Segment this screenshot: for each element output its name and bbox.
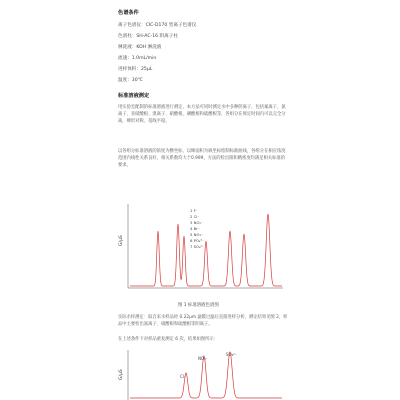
paragraph-sample-2: 在上述条件下对样品重复测定 6 次，结果如图所示： (118, 337, 218, 342)
legend-entry: 1 F⁻ (190, 208, 198, 213)
chromatogram-figure-1 (118, 196, 288, 298)
peak-label-so4: SO₄²⁻ (226, 352, 238, 357)
condition-row-column: 色谱柱：SH-AC-16 阴离子柱 (118, 34, 178, 39)
paragraph-standards-1: 用实验室配制的标准溶液进行测定，本方法可同时测定水中多种阴离子，包括氟离子、氯离子、亚硝酸根、溴离子、硝酸根、磷酸根和硫酸根等，各组分在规定时间内可以完全分离，峰形对称，基线平稳。 (118, 105, 286, 125)
chromatogram-figure-2 (118, 348, 288, 400)
legend-entry: 6 PO₄³⁻ (190, 238, 204, 243)
condition-row-volume: 进样体积：25μL (118, 67, 153, 72)
legend-entry: 3 NO₂⁻ (190, 220, 203, 225)
legend-entry: 5 NO₃⁻ (190, 232, 203, 237)
section-title-conditions: 色谱条件 (118, 10, 139, 16)
paragraph-sample-1: 实际水样测定：取自来水样品经 0.22μm 滤膜过滤后直接进样分析，测定结果见图 2，样品中主要检出氯离子、硝酸根和硫酸根等阴离子。 (118, 315, 288, 328)
condition-row-temp: 温度：30℃ (118, 78, 143, 83)
figure-1-caption: 图 1 标准溶液色谱图 (178, 303, 219, 308)
condition-row-instrument: 离子色谱仪：CIC-D170 型离子色谱仪 (118, 23, 197, 28)
condition-row-flow: 流速：1.0mL/min (118, 56, 157, 61)
section-title-standards: 标准溶液测定 (118, 93, 150, 99)
legend-entry: 4 Br⁻ (190, 226, 200, 231)
chromatogram-trace (130, 214, 282, 286)
condition-row-eluent: 淋洗液：KOH 淋洗液 (118, 45, 162, 50)
chart-legend (190, 208, 204, 249)
legend-entry: 2 Cl⁻ (190, 214, 200, 219)
y-axis-label: G/μS (119, 235, 124, 246)
peak-label-no3: NO₃⁻ (198, 356, 208, 361)
paragraph-standards-2: 以各组分标准溶液的浓度为横坐标，以峰面积为纵坐标绘制标准曲线，各组分在相应浓度范围内线性关系良好，相关系数均大于0.999，方法的检出限和精密度均满足相关标准的要求。 (118, 149, 286, 169)
y-axis-label-2: G/μS (119, 369, 124, 380)
legend-entry: 7 SO₄²⁻ (190, 244, 205, 249)
peak-label-cl: Cl⁻ (180, 374, 187, 379)
